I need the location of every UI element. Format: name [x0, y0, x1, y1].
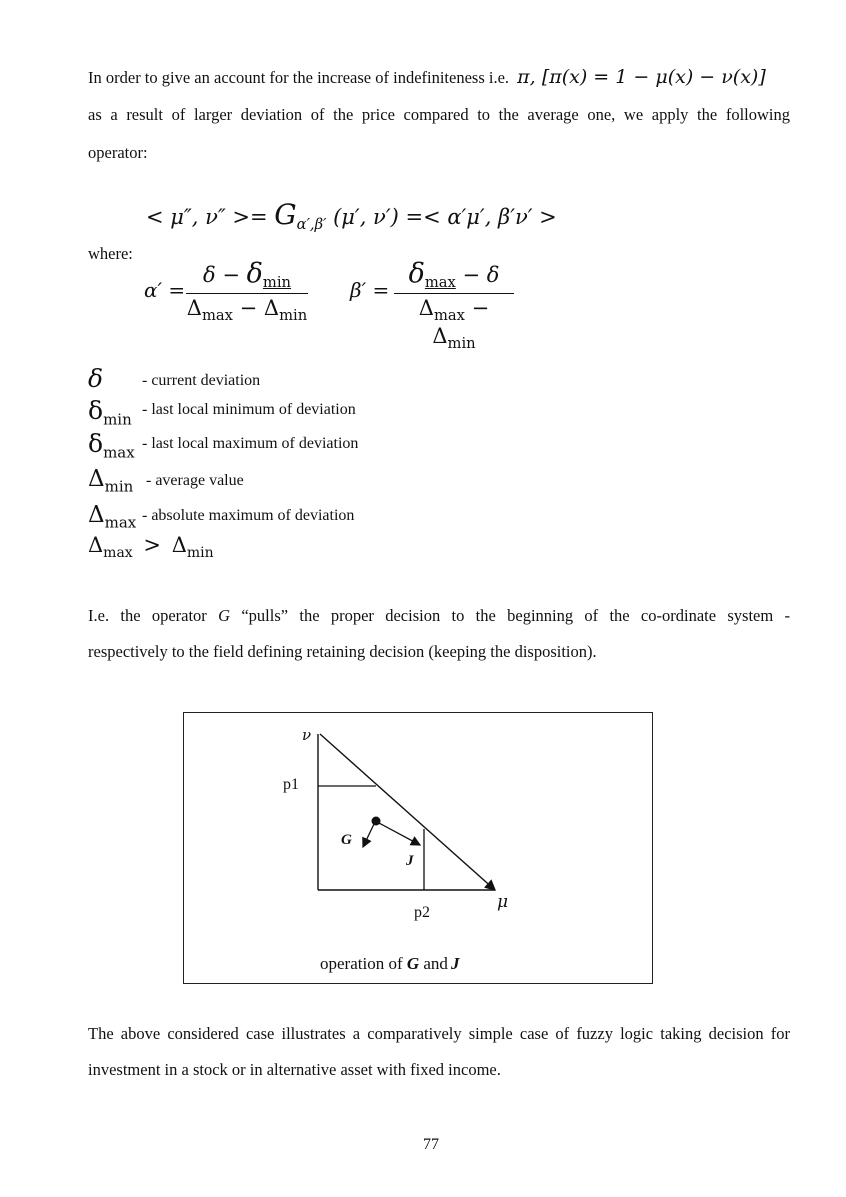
ie-line-1: I.e. the operator G “pulls” the proper decision to the beginning of the co-ordinate system -	[88, 606, 791, 625]
figure-label-p1: p1	[283, 776, 299, 793]
figure-caption: operation of G and J	[320, 954, 460, 973]
beta-lhs: β′ =	[350, 278, 390, 302]
beta-fraction: $\delta_{max} - \delta$ $\Delta_{max} - \Delta_{min}$	[394, 258, 514, 352]
closing-line-1: The above considered case illustrates a comparatively simple case of fuzzy logic taking decision for	[88, 1024, 790, 1043]
legend-symbol-delta-min: $\delta_{min}$	[88, 396, 132, 429]
closing-line-2: investment in a stock or in alternative asset with fixed income.	[88, 1060, 501, 1079]
page-number: 77	[423, 1136, 439, 1153]
alpha-fraction: $\delta - \delta_{min}$ $\Delta_{max} - \Delta_{min}$	[186, 258, 308, 325]
legend-desc-delta-max: - last local maximum of deviation	[142, 435, 359, 452]
legend-symbol-delta-max: $\delta_{max}$	[88, 429, 135, 462]
ie-operator-G: G	[218, 606, 231, 625]
pi-formula: [π(x) = 1 − μ(x) − ν(x)]	[541, 66, 766, 88]
legend-symbol-Delta-max: $\Delta_{max}$	[88, 502, 137, 532]
ie-line-2: respectively to the field defining retaining decision (keeping the disposition).	[88, 642, 597, 661]
G-arrow	[363, 824, 374, 847]
pi-symbol: π,	[517, 66, 536, 88]
operator-formula: < μ″, $\nu'' >= G_{\alpha',\beta'}$ (μ′, ν′) =< α′μ′, β′ν′ >	[146, 198, 557, 234]
figure-label-J: J	[406, 853, 414, 869]
intro-line-2: as a result of larger deviation of the price compared to the average one, we apply the following	[88, 105, 790, 124]
legend-desc-delta-min: - last local minimum of deviation	[142, 401, 356, 418]
decision-point	[372, 817, 381, 826]
legend-symbol-delta: δ	[88, 364, 104, 393]
legend-desc-delta: - current deviation	[142, 372, 261, 389]
legend-desc-Delta-min: - average value	[146, 472, 244, 489]
figure-label-mu: μ	[497, 892, 509, 912]
alpha-lhs: α′ =	[144, 278, 186, 302]
where-label: where:	[88, 244, 133, 263]
figure-label-nu: ν	[302, 726, 312, 744]
legend-symbol-Delta-min: $\Delta_{min}$	[88, 466, 134, 496]
intro-line-3: operator:	[88, 143, 148, 162]
figure-label-p2: p2	[414, 904, 430, 921]
legend-desc-Delta-max: - absolute maximum of deviation	[142, 507, 355, 524]
operator-G: G	[274, 198, 297, 231]
figure-diagram	[183, 712, 653, 984]
figure-label-G: G	[341, 832, 352, 848]
J-arrow	[379, 823, 420, 845]
intro-line-1: In order to give an account for the increase of indefiniteness i.e. π, [π(x) = 1 − μ(x) − ν(x)]	[88, 66, 766, 88]
inequality: $\Delta_{max} > \Delta_{min}$	[88, 533, 214, 561]
